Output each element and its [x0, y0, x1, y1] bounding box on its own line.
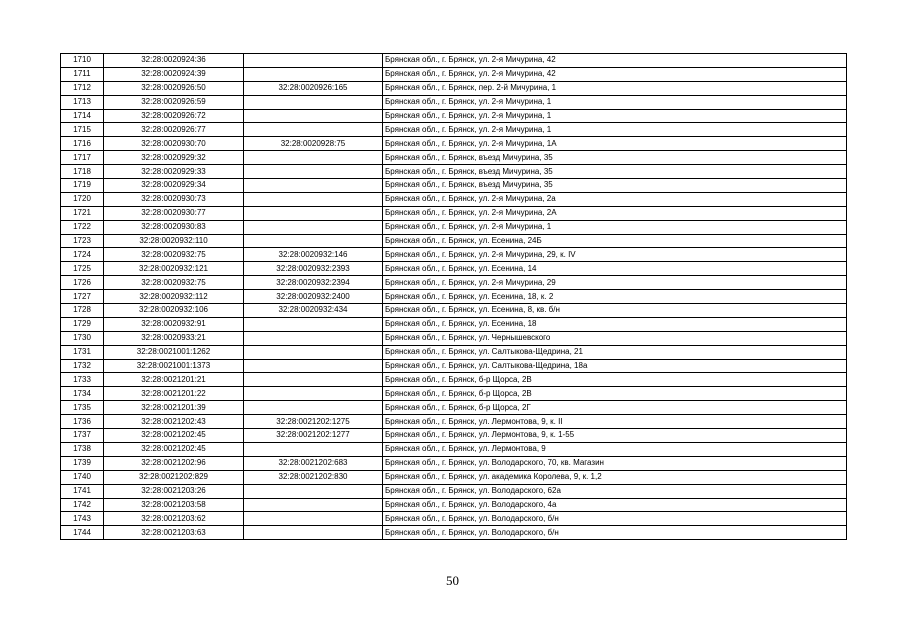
address-cell: Брянская обл., г. Брянск, ул. академика Королева, 9, к. 1,2 — [383, 470, 847, 484]
cadastral-number-cell: 32:28:0020933:21 — [104, 331, 244, 345]
row-number-cell: 1715 — [61, 123, 104, 137]
address-cell: Брянская обл., г. Брянск, б-р Щорса, 2В — [383, 373, 847, 387]
cadastral-number-cell: 32:28:0021202:43 — [104, 415, 244, 429]
address-cell: Брянская обл., г. Брянск, пер. 2-й Мичурина, 1 — [383, 81, 847, 95]
cadastral-number-cell: 32:28:0020930:83 — [104, 220, 244, 234]
address-cell: Брянская обл., г. Брянск, ул. 2-я Мичурина, 42 — [383, 67, 847, 81]
cadastral-number-cell: 32:28:0021203:62 — [104, 512, 244, 526]
cadastral-number-cell: 32:28:0020926:50 — [104, 81, 244, 95]
related-cadastral-number-cell — [244, 373, 383, 387]
related-cadastral-number-cell: 32:28:0020932:2393 — [244, 262, 383, 276]
cadastral-number-cell: 32:28:0021202:829 — [104, 470, 244, 484]
row-number-cell: 1711 — [61, 67, 104, 81]
row-number-cell: 1733 — [61, 373, 104, 387]
table-row — [61, 206, 847, 220]
address-cell: Брянская обл., г. Брянск, ул. Лермонтова, 9, к. II — [383, 415, 847, 429]
row-number-cell: 1737 — [61, 429, 104, 443]
cadastral-number-cell: 32:28:0021202:45 — [104, 442, 244, 456]
address-cell: Брянская обл., г. Брянск, ул. Лермонтова, 9, к. 1-55 — [383, 429, 847, 443]
cadastral-number-cell: 32:28:0020930:77 — [104, 206, 244, 220]
address-cell: Брянская обл., г. Брянск, ул. 2-я Мичурина, 1А — [383, 137, 847, 151]
address-cell: Брянская обл., г. Брянск, ул. Володарского, б/н — [383, 512, 847, 526]
table-row — [61, 304, 847, 318]
related-cadastral-number-cell — [244, 206, 383, 220]
address-cell: Брянская обл., г. Брянск, въезд Мичурина, 35 — [383, 179, 847, 193]
related-cadastral-number-cell — [244, 192, 383, 206]
cadastral-number-cell: 32:28:0020932:75 — [104, 248, 244, 262]
cadastral-number-cell: 32:28:0020926:59 — [104, 95, 244, 109]
related-cadastral-number-cell — [244, 151, 383, 165]
row-number-cell: 1742 — [61, 498, 104, 512]
row-number-cell: 1732 — [61, 359, 104, 373]
cadastral-number-cell: 32:28:0021203:26 — [104, 484, 244, 498]
table-row — [61, 234, 847, 248]
cadastral-number-cell: 32:28:0021202:96 — [104, 456, 244, 470]
row-number-cell: 1738 — [61, 442, 104, 456]
row-number-cell: 1741 — [61, 484, 104, 498]
cadastral-number-cell: 32:28:0021201:22 — [104, 387, 244, 401]
related-cadastral-number-cell: 32:28:0020932:146 — [244, 248, 383, 262]
related-cadastral-number-cell: 32:28:0020932:434 — [244, 304, 383, 318]
table-row — [61, 276, 847, 290]
table-row — [61, 387, 847, 401]
address-cell: Брянская обл., г. Брянск, ул. Салтыкова-Щедрина, 18а — [383, 359, 847, 373]
cadastral-number-cell: 32:28:0021001:1262 — [104, 345, 244, 359]
related-cadastral-number-cell — [244, 401, 383, 415]
address-cell: Брянская обл., г. Брянск, ул. 2-я Мичурина, 1 — [383, 123, 847, 137]
cadastral-number-cell: 32:28:0020932:91 — [104, 317, 244, 331]
cadastral-number-cell: 32:28:0021001:1373 — [104, 359, 244, 373]
cadastral-number-cell: 32:28:0020929:34 — [104, 179, 244, 193]
table-row — [61, 123, 847, 137]
row-number-cell: 1717 — [61, 151, 104, 165]
table-row — [61, 359, 847, 373]
table-row — [61, 192, 847, 206]
related-cadastral-number-cell — [244, 387, 383, 401]
related-cadastral-number-cell — [244, 484, 383, 498]
row-number-cell: 1731 — [61, 345, 104, 359]
address-cell: Брянская обл., г. Брянск, ул. 2-я Мичурина, 2А — [383, 206, 847, 220]
related-cadastral-number-cell — [244, 109, 383, 123]
row-number-cell: 1713 — [61, 95, 104, 109]
table-row — [61, 179, 847, 193]
cadastral-number-cell: 32:28:0020924:36 — [104, 54, 244, 68]
row-number-cell: 1739 — [61, 456, 104, 470]
row-number-cell: 1728 — [61, 304, 104, 318]
related-cadastral-number-cell: 32:28:0021202:830 — [244, 470, 383, 484]
related-cadastral-number-cell: 32:28:0021202:1275 — [244, 415, 383, 429]
cadastral-table — [60, 53, 847, 540]
table-row — [61, 442, 847, 456]
row-number-cell: 1726 — [61, 276, 104, 290]
table-row — [61, 415, 847, 429]
address-cell: Брянская обл., г. Брянск, въезд Мичурина, 35 — [383, 151, 847, 165]
address-cell: Брянская обл., г. Брянск, ул. Володарского, 62а — [383, 484, 847, 498]
table-row — [61, 165, 847, 179]
address-cell: Брянская обл., г. Брянск, ул. 2-я Мичурина, 2а — [383, 192, 847, 206]
row-number-cell: 1720 — [61, 192, 104, 206]
related-cadastral-number-cell — [244, 498, 383, 512]
address-cell: Брянская обл., г. Брянск, въезд Мичурина, 35 — [383, 165, 847, 179]
table-row — [61, 262, 847, 276]
table-row — [61, 67, 847, 81]
related-cadastral-number-cell — [244, 67, 383, 81]
cadastral-number-cell: 32:28:0020930:70 — [104, 137, 244, 151]
table-row — [61, 456, 847, 470]
row-number-cell: 1735 — [61, 401, 104, 415]
related-cadastral-number-cell — [244, 331, 383, 345]
related-cadastral-number-cell — [244, 95, 383, 109]
related-cadastral-number-cell — [244, 179, 383, 193]
related-cadastral-number-cell — [244, 526, 383, 540]
row-number-cell: 1744 — [61, 526, 104, 540]
address-cell: Брянская обл., г. Брянск, ул. Чернышевского — [383, 331, 847, 345]
row-number-cell: 1710 — [61, 54, 104, 68]
row-number-cell: 1736 — [61, 415, 104, 429]
cadastral-number-cell: 32:28:0021203:63 — [104, 526, 244, 540]
cadastral-number-cell: 32:28:0020932:121 — [104, 262, 244, 276]
cadastral-number-cell: 32:28:0021201:39 — [104, 401, 244, 415]
address-cell: Брянская обл., г. Брянск, ул. Есенина, 18, к. 2 — [383, 290, 847, 304]
cadastral-number-cell: 32:28:0021203:58 — [104, 498, 244, 512]
table-row — [61, 429, 847, 443]
table-row — [61, 373, 847, 387]
related-cadastral-number-cell: 32:28:0020928:75 — [244, 137, 383, 151]
row-number-cell: 1724 — [61, 248, 104, 262]
cadastral-number-cell: 32:28:0021201:21 — [104, 373, 244, 387]
address-cell: Брянская обл., г. Брянск, ул. Володарского, 70, кв. Магазин — [383, 456, 847, 470]
table-row — [61, 109, 847, 123]
address-cell: Брянская обл., г. Брянск, ул. Есенина, 24Б — [383, 234, 847, 248]
row-number-cell: 1725 — [61, 262, 104, 276]
address-cell: Брянская обл., г. Брянск, ул. Лермонтова, 9 — [383, 442, 847, 456]
address-cell: Брянская обл., г. Брянск, ул. Салтыкова-Щедрина, 21 — [383, 345, 847, 359]
related-cadastral-number-cell — [244, 220, 383, 234]
cadastral-table-body — [61, 54, 847, 540]
address-cell: Брянская обл., г. Брянск, ул. 2-я Мичурина, 1 — [383, 220, 847, 234]
address-cell: Брянская обл., г. Брянск, ул. Есенина, 8, кв. б/н — [383, 304, 847, 318]
related-cadastral-number-cell — [244, 359, 383, 373]
row-number-cell: 1718 — [61, 165, 104, 179]
related-cadastral-number-cell — [244, 442, 383, 456]
table-row — [61, 470, 847, 484]
table-row — [61, 331, 847, 345]
address-cell: Брянская обл., г. Брянск, ул. Есенина, 18 — [383, 317, 847, 331]
row-number-cell: 1730 — [61, 331, 104, 345]
table-row — [61, 54, 847, 68]
cadastral-number-cell: 32:28:0020930:73 — [104, 192, 244, 206]
address-cell: Брянская обл., г. Брянск, ул. 2-я Мичурина, 1 — [383, 95, 847, 109]
table-row — [61, 498, 847, 512]
row-number-cell: 1716 — [61, 137, 104, 151]
row-number-cell: 1727 — [61, 290, 104, 304]
cadastral-number-cell: 32:28:0020932:106 — [104, 304, 244, 318]
address-cell: Брянская обл., г. Брянск, б-р Щорса, 2Г — [383, 401, 847, 415]
row-number-cell: 1721 — [61, 206, 104, 220]
cadastral-number-cell: 32:28:0021202:45 — [104, 429, 244, 443]
related-cadastral-number-cell: 32:28:0021202:1277 — [244, 429, 383, 443]
row-number-cell: 1723 — [61, 234, 104, 248]
cadastral-number-cell: 32:28:0020932:112 — [104, 290, 244, 304]
table-row — [61, 220, 847, 234]
cadastral-number-cell: 32:28:0020926:77 — [104, 123, 244, 137]
related-cadastral-number-cell: 32:28:0020932:2394 — [244, 276, 383, 290]
related-cadastral-number-cell — [244, 512, 383, 526]
table-row — [61, 151, 847, 165]
table-row — [61, 401, 847, 415]
cadastral-number-cell: 32:28:0020926:72 — [104, 109, 244, 123]
table-row — [61, 484, 847, 498]
cadastral-number-cell: 32:28:0020924:39 — [104, 67, 244, 81]
related-cadastral-number-cell — [244, 345, 383, 359]
row-number-cell: 1714 — [61, 109, 104, 123]
related-cadastral-number-cell — [244, 165, 383, 179]
related-cadastral-number-cell: 32:28:0021202:683 — [244, 456, 383, 470]
table-row — [61, 137, 847, 151]
cadastral-number-cell: 32:28:0020932:110 — [104, 234, 244, 248]
table-row — [61, 345, 847, 359]
address-cell: Брянская обл., г. Брянск, ул. 2-я Мичурина, 29, к. IV — [383, 248, 847, 262]
related-cadastral-number-cell — [244, 54, 383, 68]
table-row — [61, 290, 847, 304]
cadastral-number-cell: 32:28:0020932:75 — [104, 276, 244, 290]
row-number-cell: 1722 — [61, 220, 104, 234]
page-number: 50 — [446, 573, 459, 588]
address-cell: Брянская обл., г. Брянск, ул. Есенина, 14 — [383, 262, 847, 276]
table-row — [61, 81, 847, 95]
address-cell: Брянская обл., г. Брянск, ул. Володарского, 4а — [383, 498, 847, 512]
cadastral-number-cell: 32:28:0020929:32 — [104, 151, 244, 165]
related-cadastral-number-cell: 32:28:0020932:2400 — [244, 290, 383, 304]
table-row — [61, 248, 847, 262]
row-number-cell: 1734 — [61, 387, 104, 401]
row-number-cell: 1712 — [61, 81, 104, 95]
row-number-cell: 1719 — [61, 179, 104, 193]
address-cell: Брянская обл., г. Брянск, ул. 2-я Мичурина, 1 — [383, 109, 847, 123]
table-row — [61, 317, 847, 331]
table-row — [61, 95, 847, 109]
address-cell: Брянская обл., г. Брянск, ул. Володарского, б/н — [383, 526, 847, 540]
table-row — [61, 512, 847, 526]
row-number-cell: 1740 — [61, 470, 104, 484]
address-cell: Брянская обл., г. Брянск, б-р Щорса, 2В — [383, 387, 847, 401]
row-number-cell: 1743 — [61, 512, 104, 526]
related-cadastral-number-cell — [244, 123, 383, 137]
address-cell: Брянская обл., г. Брянск, ул. 2-я Мичурина, 42 — [383, 54, 847, 68]
address-cell: Брянская обл., г. Брянск, ул. 2-я Мичурина, 29 — [383, 276, 847, 290]
related-cadastral-number-cell — [244, 234, 383, 248]
row-number-cell: 1729 — [61, 317, 104, 331]
table-row — [61, 526, 847, 540]
related-cadastral-number-cell: 32:28:0020926:165 — [244, 81, 383, 95]
related-cadastral-number-cell — [244, 317, 383, 331]
cadastral-number-cell: 32:28:0020929:33 — [104, 165, 244, 179]
